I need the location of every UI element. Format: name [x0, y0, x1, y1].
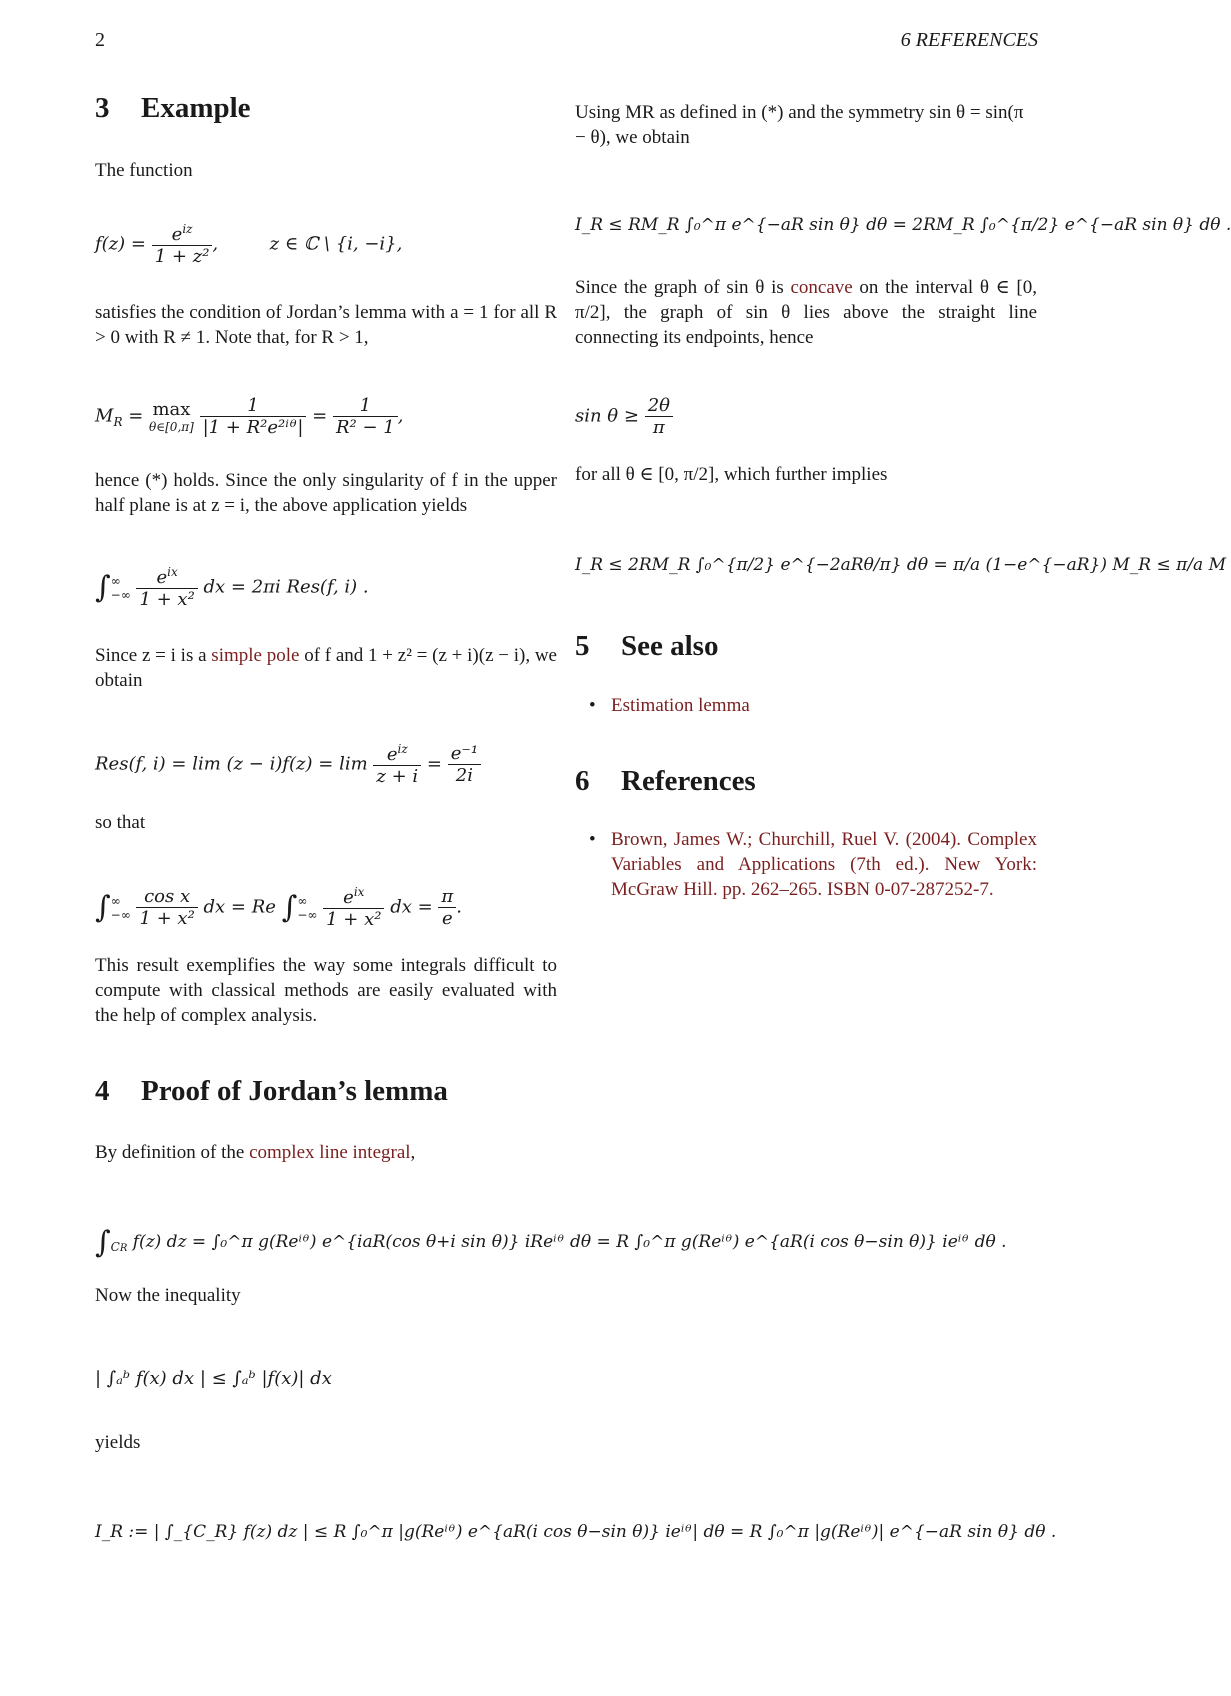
paragraph: so that: [95, 812, 146, 833]
equation-m-r: $M_R$ = max θ∈[0,π] $\frac{1}{\text{|1 + R²e²ⁱᶿ|}}$ = $\frac{1}{\text{R² − 1}}$ ,: [95, 395, 404, 438]
page-number: 2: [95, 29, 105, 51]
section-title: Proof of Jordan’s lemma: [141, 1075, 448, 1107]
equation-residue: Res(f, i) = lim (z − i)f(z) = lim $\frac{e^{iz}}{z + i}$ = $\frac{\text{e⁻¹}}{2i}$: [95, 742, 481, 787]
equation-f-definition: f(z) = $\frac{e^{iz}}{\text{1 + z²}}$ , z ∈ ℂ \ {i, −i},: [95, 222, 403, 267]
section-number: 3: [95, 92, 110, 124]
equation-cos-integral: ∫ ∞ −∞ $\frac{\text{cos x}}{\text{1 + x²}}$ dx = Re ∫ ∞ −∞ $\frac{e^{ix}}{\text{1 + x²}}$ dx = $\frac{\pi}{e}$ .: [95, 885, 462, 930]
paragraph: This result exemplifies the way some integrals difficult to compute with classical methods are easily evaluated with the help of complex analysis.: [95, 955, 557, 1026]
complex-line-integral-link[interactable]: complex line integral: [249, 1142, 411, 1163]
simple-pole-link[interactable]: simple pole: [211, 645, 300, 666]
paragraph: satisfies the condition of Jordan’s lemma with a = 1 for all R > 0 with R ≠ 1. Note that, for R > 1,: [95, 302, 557, 348]
section-5-heading: [575, 630, 718, 663]
see-also-list: [575, 693, 1037, 718]
equation-inequality: | ∫ₐᵇ f(x) dx | ≤ ∫ₐᵇ |f(x)| dx: [95, 1368, 332, 1389]
section-4-heading: [95, 1075, 448, 1108]
section-6-heading: [575, 765, 756, 798]
reference-entry[interactable]: Brown, James W.; Churchill, Ruel V. (2004). Complex Variables and Applications (7th ed.). New York: McGraw Hill. pp. 262–265. ISBN 0-07-287252-7.: [611, 829, 1037, 900]
paragraph: yields: [95, 1432, 141, 1453]
equation-sin-bound: sin θ ≥ $\frac{2\theta}{\pi}$: [575, 395, 673, 438]
paragraph: for all θ ∈ [0, π/2], which further implies: [575, 464, 888, 485]
equation-i-r-bound: I_R := | ∫_{C_R} f(z) dz | ≤ R ∫₀^π |g(Reⁱᶿ) e^{aR(i cos θ−sin θ)} ieⁱᶿ| dθ = R ∫₀^π |g(Reⁱᶿ)| e^{−aR sin θ} dθ .: [95, 1522, 1057, 1542]
list-item: [575, 827, 1037, 902]
paragraph: hence (*) holds. Since the only singularity of f in the upper half plane is at z = i, the above application yields: [95, 470, 557, 516]
section-title: Example: [141, 92, 251, 124]
equation-final-bound: I_R ≤ 2RM_R ∫₀^{π/2} e^{−2aRθ/π} dθ = π/a (1−e^{−aR}) M_R ≤ π/a M: [575, 555, 1226, 575]
running-title: 6 REFERENCES: [900, 29, 1038, 51]
estimation-lemma-link[interactable]: Estimation lemma: [611, 695, 750, 716]
section-number: 6: [575, 765, 590, 797]
paragraph: Since the graph of sin θ is concave on the interval θ ∈ [0, π/2], the graph of sin θ lies above the straight line connecting its endpoints, hence: [575, 277, 1038, 348]
paragraph: The function: [95, 160, 193, 181]
section-title: References: [621, 765, 756, 797]
list-item: [575, 693, 1037, 718]
paragraph: Using MR as defined in (*) and the symmetry sin θ = sin(π − θ), we obtain: [575, 102, 1024, 148]
equation-i-r-symmetry: I_R ≤ RM_R ∫₀^π e^{−aR sin θ} dθ = 2RM_R ∫₀^{π/2} e^{−aR sin θ} dθ .: [575, 215, 1231, 235]
equation-line-integral: $\int_{CR}$ f(z) dz = ∫₀^π g(Reⁱᶿ) e^{iaR(cos θ+i sin θ)} iReⁱᶿ dθ = R ∫₀^π g(Reⁱᶿ) e^{aR(i cos θ−sin θ)} ieⁱᶿ dθ .: [95, 1225, 1007, 1260]
section-3-heading: [95, 92, 251, 125]
references-list: [575, 827, 1037, 902]
paragraph: By definition of the complex line integral,: [95, 1142, 416, 1163]
paragraph: Since z = i is a simple pole of f and 1 + z² = (z + i)(z − i), we obtain: [95, 645, 557, 691]
paragraph: Now the inequality: [95, 1285, 241, 1306]
equation-integral-result: ∫ ∞ −∞ $\frac{e^{ix}}{\text{1 + x²}}$ dx = 2πi Res(f, i) .: [95, 565, 369, 610]
section-number: 5: [575, 630, 590, 662]
concave-link[interactable]: concave: [790, 277, 853, 298]
section-number: 4: [95, 1075, 110, 1107]
section-title: See also: [621, 630, 719, 662]
